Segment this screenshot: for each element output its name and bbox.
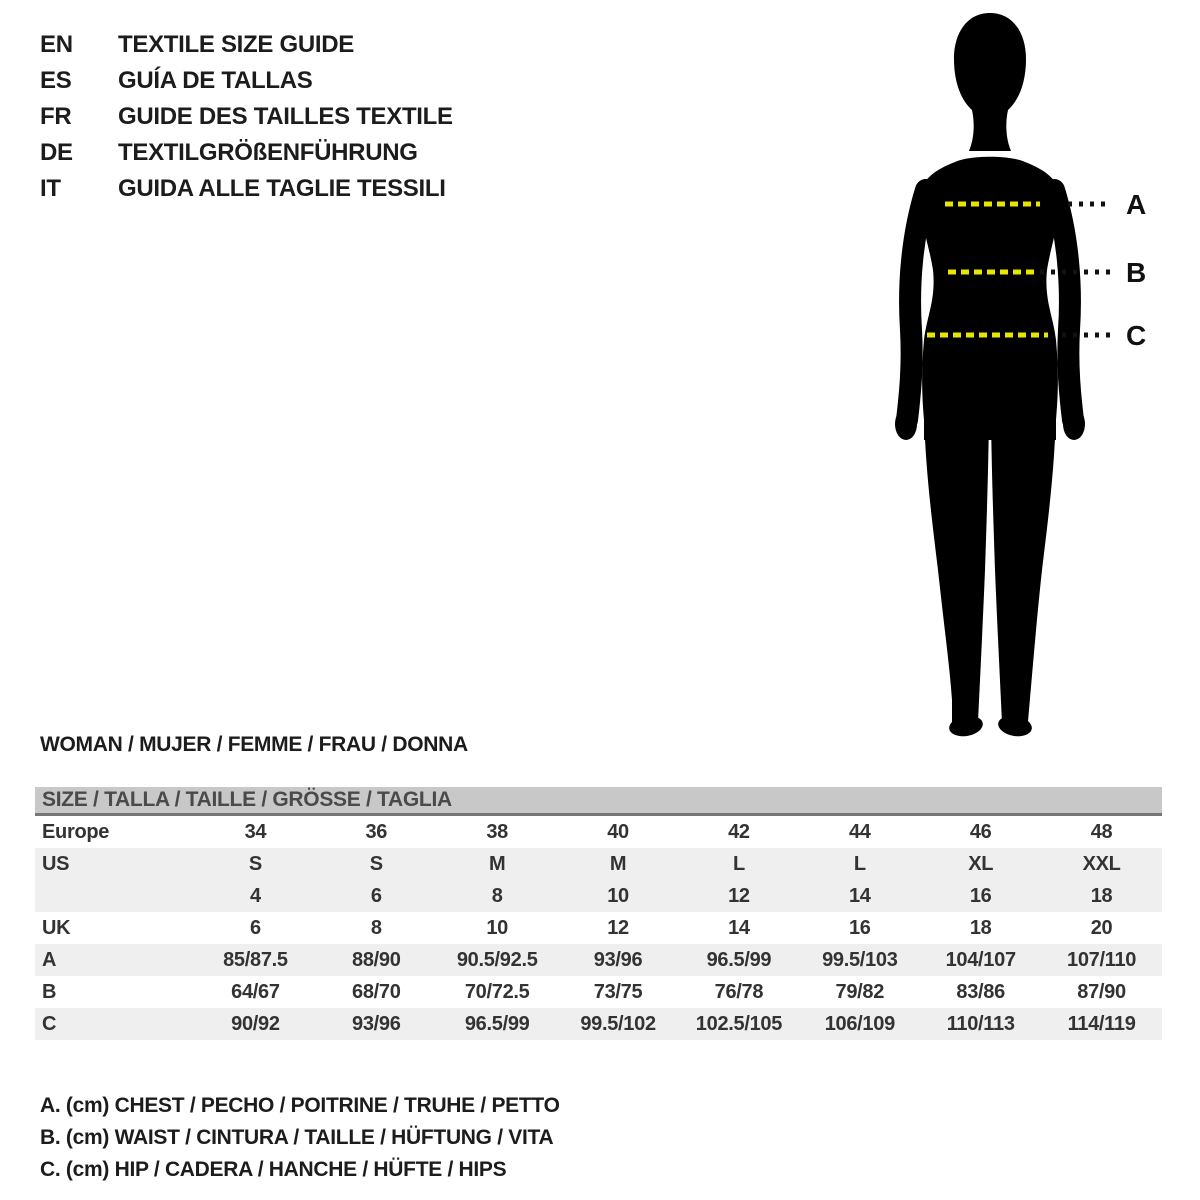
table-cell: 38	[486, 820, 509, 843]
language-title: GUIDE DES TAILLES TEXTILE	[118, 103, 453, 130]
table-cell: 20	[1090, 916, 1113, 939]
table-cell: 40	[607, 820, 629, 843]
table-cell: 4	[250, 884, 261, 907]
language-title: GUÍA DE TALLAS	[118, 67, 313, 94]
table-row	[35, 848, 1162, 880]
table-cell: 73/75	[593, 980, 643, 1003]
table-cell: 70/72.5	[464, 980, 530, 1003]
table-cell: 34	[244, 820, 267, 843]
table-cell: 68/70	[352, 980, 401, 1003]
table-cell: 8	[370, 916, 382, 939]
woman-silhouette-figure	[850, 0, 1180, 750]
marker-label-b: B	[1126, 257, 1146, 288]
table-cell: 12	[607, 916, 629, 939]
marker-label-a: A	[1126, 189, 1146, 220]
table-cell: 87/90	[1077, 980, 1126, 1003]
legend-item-hip: C. (cm) HIP / CADERA / HANCHE / HÜFTE / HIPS	[40, 1158, 507, 1181]
language-code: EN	[40, 31, 73, 58]
table-cell: 88/90	[352, 948, 401, 971]
size-table-body	[35, 816, 1162, 1040]
table-cell: 102.5/105	[695, 1012, 783, 1035]
table-cell: 8	[491, 884, 503, 907]
language-code: DE	[40, 139, 73, 166]
table-cell: 90/92	[231, 1012, 280, 1035]
table-cell: 6	[250, 916, 261, 939]
table-cell: XXL	[1082, 852, 1121, 875]
language-row	[40, 135, 453, 171]
table-cell: 18	[969, 916, 992, 939]
table-cell: L	[732, 852, 745, 875]
table-row	[35, 912, 1162, 944]
table-cell: 99.5/102	[580, 1012, 656, 1035]
table-cell: 104/107	[945, 948, 1016, 971]
table-cell: 90.5/92.5	[456, 948, 538, 971]
row-label: US	[42, 852, 70, 875]
table-cell: S	[248, 852, 262, 875]
woman-silhouette	[895, 13, 1085, 739]
table-cell: 10	[486, 916, 509, 939]
table-cell: 14	[728, 916, 750, 939]
section-title-woman: WOMAN / MUJER / FEMME / FRAU / DONNA	[40, 733, 468, 756]
table-cell: XL	[968, 852, 994, 875]
table-cell: S	[369, 852, 383, 875]
table-cell: 106/109	[824, 1012, 895, 1035]
measure-legend	[40, 1090, 560, 1186]
marker-label-c: C	[1126, 320, 1146, 351]
table-cell: 16	[848, 916, 871, 939]
table-row	[35, 816, 1162, 848]
language-list	[40, 27, 453, 207]
table-cell: 85/87.5	[223, 948, 288, 971]
language-code: ES	[40, 67, 72, 94]
table-row	[35, 880, 1162, 912]
language-title: TEXTILE SIZE GUIDE	[118, 31, 354, 58]
language-title: TEXTILGRÖßENFÜHRUNG	[118, 139, 418, 166]
table-cell: 16	[969, 884, 992, 907]
table-cell: 99.5/103	[822, 948, 898, 971]
table-cell: 6	[370, 884, 382, 907]
table-cell: 48	[1090, 820, 1113, 843]
row-label: B	[42, 980, 57, 1003]
measurement-figure	[850, 0, 1180, 750]
table-cell: 36	[365, 820, 388, 843]
row-label: C	[42, 1012, 57, 1035]
language-row	[40, 27, 453, 63]
table-cell: 42	[728, 820, 750, 843]
table-row	[35, 1008, 1162, 1040]
table-cell: M	[609, 852, 627, 875]
table-cell: L	[853, 852, 866, 875]
legend-item-chest: A. (cm) CHEST / PECHO / POITRINE / TRUHE / PETTO	[40, 1094, 560, 1117]
table-row	[35, 944, 1162, 976]
language-row	[40, 63, 453, 99]
table-cell: 10	[607, 884, 629, 907]
table-cell: 96.5/99	[706, 948, 772, 971]
table-cell: 107/110	[1067, 948, 1137, 971]
table-cell: 83/86	[956, 980, 1005, 1003]
size-table	[35, 787, 1162, 1040]
table-cell: 14	[848, 884, 871, 907]
language-code: FR	[40, 103, 72, 130]
language-title: GUIDA ALLE TAGLIE TESSILI	[118, 175, 446, 202]
table-cell: 18	[1090, 884, 1113, 907]
table-cell: 46	[969, 820, 992, 843]
row-label: Europe	[42, 820, 110, 843]
table-cell: 12	[728, 884, 750, 907]
legend-item-waist: B. (cm) WAIST / CINTURA / TAILLE / HÜFTUNG / VITA	[40, 1126, 554, 1149]
table-cell: 44	[848, 820, 871, 843]
table-cell: 96.5/99	[464, 1012, 530, 1035]
table-cell: 93/96	[352, 1012, 401, 1035]
table-cell: M	[489, 852, 506, 875]
language-row	[40, 99, 453, 135]
size-table-header: SIZE / TALLA / TAILLE / GRÖSSE / TAGLIA	[35, 787, 1162, 816]
row-label: A	[42, 948, 57, 971]
row-label: UK	[42, 916, 71, 939]
table-cell: 114/119	[1067, 1012, 1136, 1035]
language-row	[40, 171, 453, 207]
table-cell: 110/113	[946, 1012, 1015, 1035]
table-cell: 93/96	[593, 948, 643, 971]
table-cell: 79/82	[835, 980, 885, 1003]
table-cell: 76/78	[714, 980, 764, 1003]
language-code: IT	[40, 175, 61, 202]
table-row	[35, 976, 1162, 1008]
table-cell: 64/67	[231, 980, 280, 1003]
